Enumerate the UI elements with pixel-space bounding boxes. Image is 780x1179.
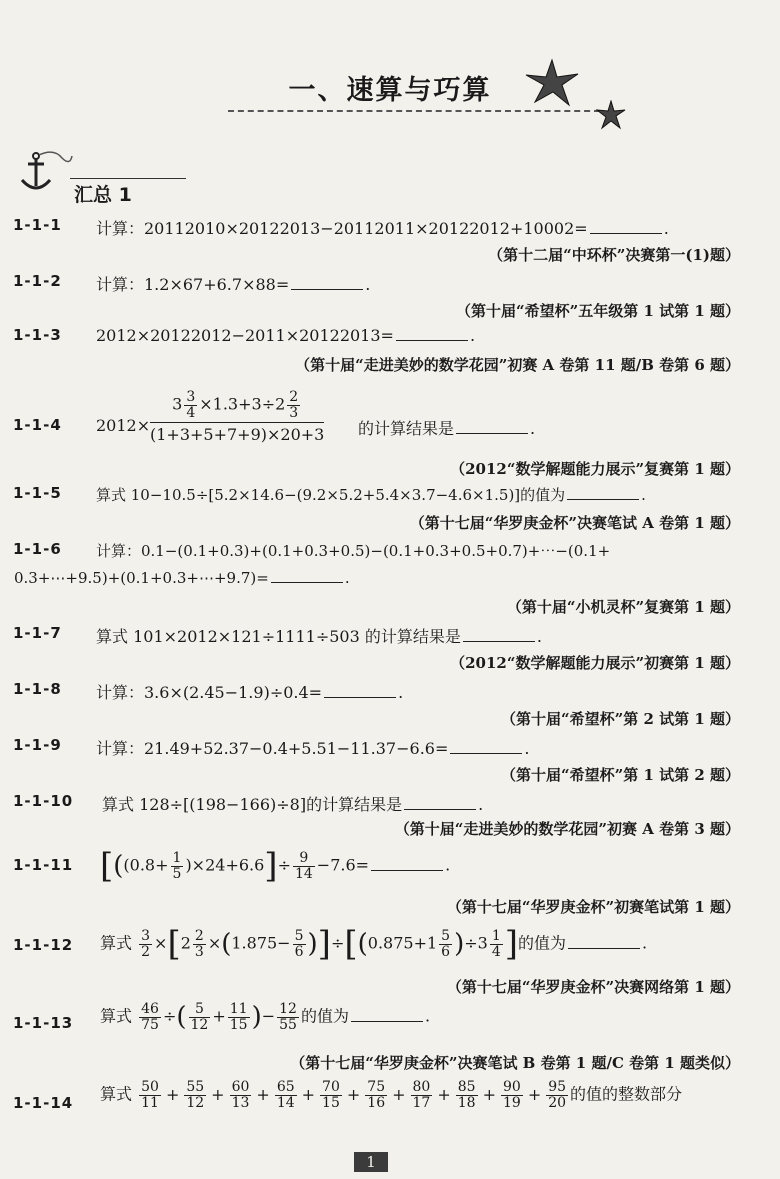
problem-number: 1-1-9 — [13, 736, 62, 754]
page-title: 一、速算与巧算 — [288, 75, 492, 106]
problem-text: 算式 128÷[(198−166)÷8]的计算结果是 — [102, 795, 403, 814]
answer-blank[interactable] — [404, 795, 476, 810]
problem-source: （2012“数学解题能力展示”初赛第 1 题） — [450, 654, 740, 672]
complex-fraction — [150, 390, 324, 444]
problem-number: 1-1-10 — [13, 792, 74, 810]
problem-source: （第十届“希望杯”五年级第 1 试第 1 题） — [455, 302, 740, 320]
period: . — [445, 855, 451, 875]
answer-blank[interactable] — [396, 326, 468, 341]
page-number: 1 — [354, 1152, 388, 1172]
problem-number: 1-1-1 — [13, 216, 62, 234]
problem-1-1-4 — [0, 390, 780, 460]
problem-1-1-11: 1-1-11 [((0.8+ $\frac{1}{5}$ )×24+6.6]÷ $\frac{9}{14}$ −7.6= . — [13, 846, 451, 886]
problem-number: 1-1-2 — [13, 272, 62, 290]
title-divider — [228, 110, 600, 112]
period: . — [398, 683, 404, 702]
section-header — [14, 150, 184, 206]
answer-blank[interactable] — [324, 683, 396, 698]
fraction-term: $\frac{85}{18}$ — [457, 1079, 476, 1111]
problem-source: （2012“数学解题能力展示”复赛第 1 题） — [450, 460, 740, 478]
fraction-term: $\frac{95}{20}$ — [548, 1079, 567, 1111]
problem-number: 1-1-8 — [13, 680, 62, 698]
problem-source: （第十七届“华罗庚金杯”初赛笔试第 1 题） — [446, 898, 740, 916]
fraction-term: $\frac{70}{15}$ — [322, 1079, 340, 1111]
problem-number: 1-1-11 — [13, 856, 74, 874]
problem-1-1-14: 1-1-14 算式 $\frac{50}{11}$ + $\frac{55}{12}$ + $\frac{60}{13}$ + $\frac{65}{14}$ + $\frac{70}{15}$ + $\frac{75}{16}$ + $\frac{80}{17}$ + $\frac{85}{18}$ + $\frac{90}{19}$ + $\frac{95}{20}$ 的值的整数部分 — [13, 1079, 683, 1112]
problem-source: （第十七届“华罗庚金杯”决赛网络第 1 题） — [446, 978, 740, 996]
answer-blank[interactable] — [590, 219, 662, 234]
section-label: 汇总 1 — [74, 184, 132, 206]
answer-blank[interactable] — [568, 934, 640, 949]
problem-1-1-12: 1-1-12 算式 $\frac{3}{2}$ ×[2 $\frac{2}{3}$ ×(1.875− $\frac{5}{6}$ )]÷[(0.875+1 $\frac{5}{6}$ )÷3 $\frac{1}{4}$ ]的值为 . — [13, 924, 648, 964]
problem-text: 计算：1.2×67+6.7×88= — [96, 275, 290, 294]
problem-source: （第十届“小机灵杯”复赛第 1 题） — [506, 598, 740, 616]
answer-blank[interactable] — [463, 627, 535, 642]
section-underline — [70, 178, 186, 179]
problem-number: 1-1-14 — [13, 1094, 74, 1112]
star-icon — [522, 58, 580, 108]
fraction-term: $\frac{80}{17}$ — [412, 1079, 431, 1111]
problem-number: 1-1-3 — [13, 326, 62, 344]
answer-blank[interactable] — [271, 568, 343, 583]
answer-blank[interactable] — [567, 485, 639, 500]
problem-source: （第十届“希望杯”第 1 试第 2 题） — [500, 766, 740, 784]
fraction-term: $\frac{65}{14}$ — [276, 1079, 295, 1111]
problem-text: 的计算结果是 — [358, 419, 455, 438]
period: . — [344, 569, 350, 587]
problem-text-continued: 0.3+⋯+9.5)+(0.1+0.3+⋯+9.7)= — [14, 569, 269, 587]
problem-source: （第十七届“华罗庚金杯”决赛笔试 A 卷第 1 题） — [409, 514, 740, 532]
problem-number: 1-1-7 — [13, 624, 62, 642]
problem-text: 算式 101×2012×121÷1111÷503 的计算结果是 — [96, 627, 461, 646]
problem-source: （第十二届“中环杯”决赛第一(1)题） — [488, 246, 740, 264]
problem-text: 计算：0.1−(0.1+0.3)+(0.1+0.3+0.5)−(0.1+0.3+0.5+0.7)+⋯−(0.1+ — [96, 542, 611, 560]
problem-pre: 2012× — [96, 416, 151, 435]
problem-1-1-13: 1-1-13 算式 $\frac{46}{75}$ ÷( $\frac{5}{12}$ + $\frac{11}{15}$ )− $\frac{12}{55}$ 的值为 . — [13, 1001, 431, 1033]
fraction-term: $\frac{90}{19}$ — [502, 1079, 521, 1111]
problem-text: 计算：20112010×20122013−20112011×20122012+10002= — [96, 219, 588, 238]
period: . — [536, 627, 542, 646]
problem-text: 2012×20122012−2011×20122013= — [96, 326, 394, 345]
small-star-icon — [596, 100, 626, 130]
period: . — [641, 486, 646, 504]
problem-number: 1-1-6 — [13, 540, 62, 558]
period: . — [469, 326, 476, 345]
answer-blank[interactable] — [450, 739, 522, 754]
problem-source: （第十届“走进美妙的数学花园”初赛 A 卷第 3 题） — [394, 820, 740, 838]
problem-text: 计算：3.6×(2.45−1.9)÷0.4= — [96, 683, 323, 702]
problem-text: 计算：21.49+52.37−0.4+5.51−11.37−6.6= — [96, 739, 449, 758]
answer-blank[interactable] — [456, 419, 528, 434]
problem-number: 1-1-4 — [13, 416, 62, 434]
fraction-term: $\frac{55}{12}$ — [186, 1079, 205, 1111]
answer-blank[interactable] — [351, 1007, 423, 1022]
problem-source: （第十七届“华罗庚金杯”决赛笔试 B 卷第 1 题/C 卷第 1 题类似） — [290, 1054, 740, 1072]
problem-text: 算式 10−10.5÷[5.2×14.6−(9.2×5.2+5.4×3.7−4.6×1.5)]的值为 — [96, 486, 566, 504]
problem-number: 1-1-5 — [13, 484, 62, 502]
anchor-icon — [14, 150, 74, 196]
period: . — [478, 795, 484, 814]
fraction-denominator: (1+3+5+7+9)×20+3 — [150, 425, 325, 445]
period: . — [524, 739, 530, 758]
period: . — [424, 1006, 431, 1026]
problem-source: （第十届“走进美妙的数学花园”初赛 A 卷第 11 题/B 卷第 6 题） — [295, 356, 740, 374]
problem-source: （第十届“希望杯”第 2 试第 1 题） — [500, 710, 740, 728]
fraction-term: $\frac{60}{13}$ — [231, 1079, 250, 1111]
period: . — [642, 933, 648, 953]
period: . — [663, 219, 669, 238]
answer-blank[interactable] — [371, 856, 443, 871]
fraction-numerator: 3 $\frac{3}{4}$ ×1.3+3÷2 $\frac{2}{3}$ — [150, 390, 324, 423]
fraction-term: $\frac{75}{16}$ — [367, 1079, 386, 1111]
fraction-term: $\frac{50}{11}$ — [141, 1079, 159, 1111]
problem-number: 1-1-12 — [13, 936, 74, 954]
problem-number: 1-1-13 — [13, 1014, 74, 1032]
period: . — [530, 419, 536, 438]
period: . — [365, 275, 371, 294]
answer-blank[interactable] — [291, 275, 363, 290]
